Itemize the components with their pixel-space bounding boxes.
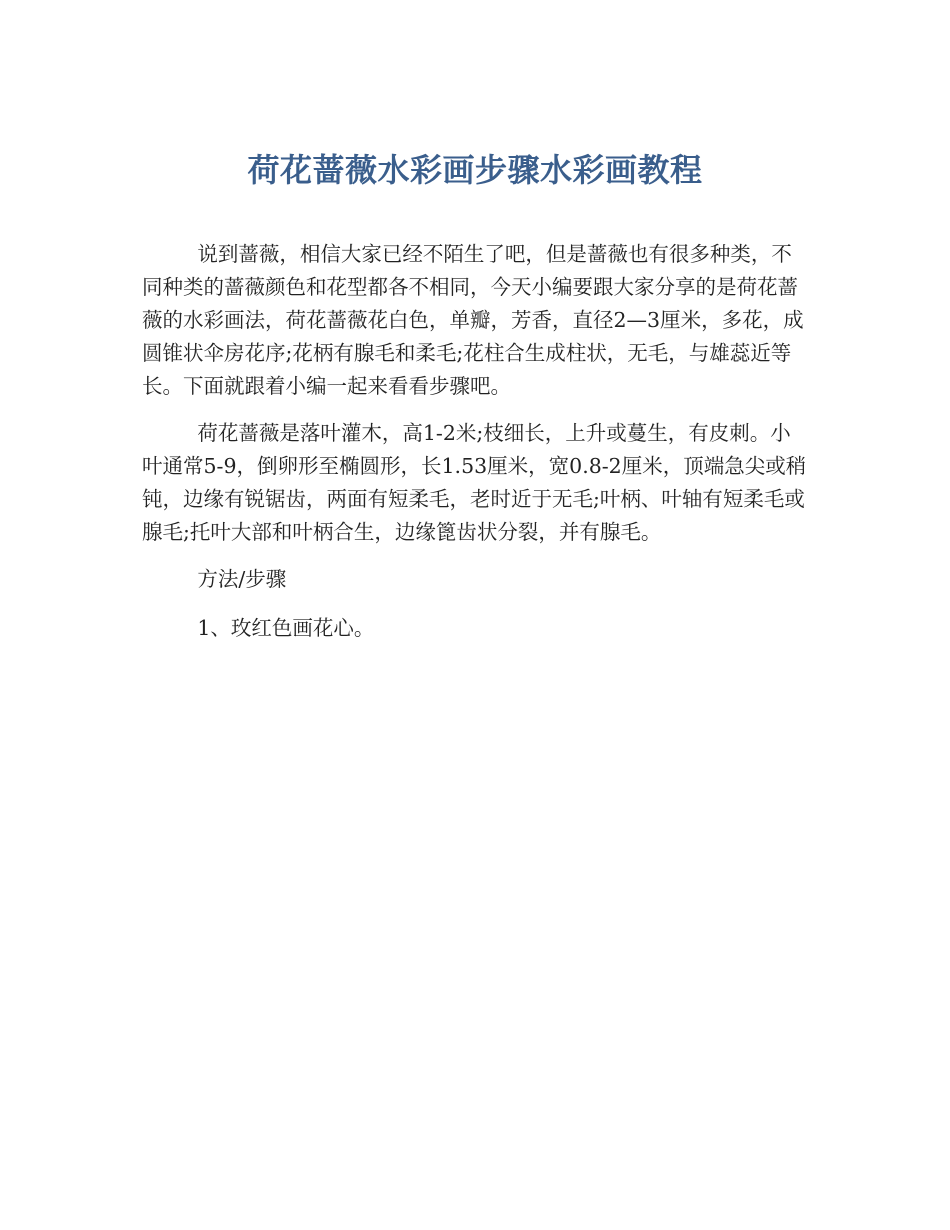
document-body bbox=[142, 238, 808, 661]
description-paragraph: 荷花蔷薇是落叶灌木，高1-2米;枝细长，上升或蔓生，有皮刺。小叶通常5-9，倒卵形至椭圆形，长1.53厘米，宽0.8-2厘米，顶端急尖或稍钝，边缘有锐锯齿，两面有短柔毛，老时近于无毛;叶柄、叶轴有短柔毛或腺毛;托叶大部和叶柄合生，边缘篦齿状分裂，并有腺毛。 bbox=[142, 421, 807, 544]
steps-heading: 方法/步骤 bbox=[197, 567, 287, 591]
document-title: 荷花蔷薇水彩画步骤水彩画教程 bbox=[247, 151, 703, 189]
intro-paragraph: 说到蔷薇，相信大家已经不陌生了吧，但是蔷薇也有很多种类，不同种类的蔷薇颜色和花型都各不相同，今天小编要跟大家分享的是荷花蔷薇的水彩画法，荷花蔷薇花白色，单瓣，芳香，直径2—3厘米，多花，成圆锥状伞房花序;花柄有腺毛和柔毛;花柱合生成柱状，无毛，与雄蕊近等长。下面就跟着小编一起来看看步骤吧。 bbox=[142, 242, 804, 398]
step-1-paragraph: 1、玫红色画花心。 bbox=[197, 616, 375, 640]
